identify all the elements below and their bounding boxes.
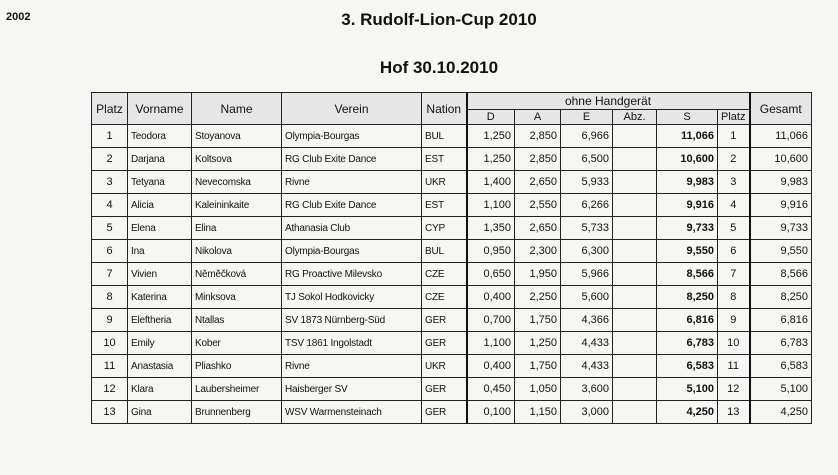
cell-abz <box>613 286 657 309</box>
cell-s: 6,583 <box>657 355 718 378</box>
cell-d: 0,650 <box>467 263 515 286</box>
cell-d: 0,400 <box>467 286 515 309</box>
cell-e: 4,366 <box>561 309 613 332</box>
cell-verein: RG Proactive Milevsko <box>282 263 422 286</box>
cell-name: Minksova <box>192 286 282 309</box>
cell-platz: 12 <box>92 378 128 401</box>
cell-gesamt: 9,733 <box>750 217 812 240</box>
table-row <box>92 171 812 194</box>
cell-name: Něměčková <box>192 263 282 286</box>
cell-abz <box>613 332 657 355</box>
cell-e: 4,433 <box>561 332 613 355</box>
cell-abz <box>613 378 657 401</box>
cell-name: Laubersheimer <box>192 378 282 401</box>
cell-a: 1,150 <box>515 401 561 424</box>
cell-abz <box>613 125 657 148</box>
cell-gesamt: 6,816 <box>750 309 812 332</box>
cell-nation: EST <box>422 148 467 171</box>
header-verein: Verein <box>282 93 422 125</box>
cell-s: 9,983 <box>657 171 718 194</box>
cell-abz <box>613 355 657 378</box>
cell-platz: 11 <box>92 355 128 378</box>
table-row <box>92 148 812 171</box>
cell-vorname: Klara <box>128 378 192 401</box>
header-s: S <box>657 110 718 125</box>
table-row <box>92 263 812 286</box>
cell-s: 10,600 <box>657 148 718 171</box>
cell-abz <box>613 194 657 217</box>
cell-nation: CZE <box>422 263 467 286</box>
table-row <box>92 194 812 217</box>
cell-platz2: 1 <box>718 125 750 148</box>
table-row <box>92 286 812 309</box>
cell-verein: Athanasia Club <box>282 217 422 240</box>
cell-s: 8,250 <box>657 286 718 309</box>
table-header <box>92 93 812 125</box>
cell-platz: 4 <box>92 194 128 217</box>
document-title: 3. Rudolf-Lion-Cup 2010 <box>341 10 537 29</box>
cell-vorname: Elena <box>128 217 192 240</box>
cell-e: 5,600 <box>561 286 613 309</box>
cell-d: 0,950 <box>467 240 515 263</box>
cell-s: 9,916 <box>657 194 718 217</box>
cell-platz2: 2 <box>718 148 750 171</box>
table-row <box>92 401 812 424</box>
cell-verein: Haisberger SV <box>282 378 422 401</box>
cell-verein: Rivne <box>282 355 422 378</box>
cell-vorname: Anastasia <box>128 355 192 378</box>
header-gesamt: Gesamt <box>750 93 812 125</box>
cell-verein: TJ Sokol Hodkovicky <box>282 286 422 309</box>
cell-vorname: Gina <box>128 401 192 424</box>
cell-abz <box>613 263 657 286</box>
cell-verein: Olympia-Bourgas <box>282 125 422 148</box>
cell-s: 6,816 <box>657 309 718 332</box>
cell-name: Pliashko <box>192 355 282 378</box>
cell-abz <box>613 148 657 171</box>
cell-platz2: 5 <box>718 217 750 240</box>
cell-d: 1,350 <box>467 217 515 240</box>
header-nation: Nation <box>422 93 467 125</box>
cell-d: 1,250 <box>467 125 515 148</box>
cell-gesamt: 9,916 <box>750 194 812 217</box>
cell-nation: GER <box>422 309 467 332</box>
cell-name: Nevecomska <box>192 171 282 194</box>
cell-platz: 10 <box>92 332 128 355</box>
table-body <box>92 125 812 424</box>
cell-nation: CZE <box>422 286 467 309</box>
header-a: A <box>515 110 561 125</box>
cell-a: 1,050 <box>515 378 561 401</box>
cell-vorname: Darjana <box>128 148 192 171</box>
cell-vorname: Katerina <box>128 286 192 309</box>
cell-platz2: 8 <box>718 286 750 309</box>
cell-e: 3,600 <box>561 378 613 401</box>
cell-platz2: 7 <box>718 263 750 286</box>
table-row <box>92 378 812 401</box>
cell-a: 1,250 <box>515 332 561 355</box>
cell-a: 2,300 <box>515 240 561 263</box>
cell-d: 0,100 <box>467 401 515 424</box>
cell-e: 5,966 <box>561 263 613 286</box>
cell-name: Elina <box>192 217 282 240</box>
cell-platz2: 6 <box>718 240 750 263</box>
cell-verein: RG Club Exite Dance <box>282 148 422 171</box>
cell-nation: UKR <box>422 171 467 194</box>
cell-nation: CYP <box>422 217 467 240</box>
cell-verein: Rivne <box>282 171 422 194</box>
cell-nation: BUL <box>422 240 467 263</box>
cell-platz: 7 <box>92 263 128 286</box>
cell-d: 1,250 <box>467 148 515 171</box>
table-row <box>92 355 812 378</box>
cell-gesamt: 5,100 <box>750 378 812 401</box>
table-row <box>92 125 812 148</box>
cell-name: Ntallas <box>192 309 282 332</box>
cell-gesamt: 9,983 <box>750 171 812 194</box>
cell-nation: GER <box>422 378 467 401</box>
cell-e: 5,933 <box>561 171 613 194</box>
header-platz-apparatus: Platz <box>718 110 750 125</box>
cell-s: 9,550 <box>657 240 718 263</box>
cell-platz2: 12 <box>718 378 750 401</box>
cell-a: 1,750 <box>515 355 561 378</box>
cell-verein: Olympia-Bourgas <box>282 240 422 263</box>
results-table <box>91 92 812 424</box>
cell-gesamt: 10,600 <box>750 148 812 171</box>
cell-vorname: Vivien <box>128 263 192 286</box>
cell-verein: RG Club Exite Dance <box>282 194 422 217</box>
cell-name: Stoyanova <box>192 125 282 148</box>
cell-gesamt: 6,783 <box>750 332 812 355</box>
cell-platz: 3 <box>92 171 128 194</box>
header-group-ohne-handgeraet: ohne Handgerät <box>467 93 750 110</box>
cell-nation: GER <box>422 332 467 355</box>
cell-nation: EST <box>422 194 467 217</box>
cell-e: 6,500 <box>561 148 613 171</box>
cell-e: 3,000 <box>561 401 613 424</box>
cell-platz: 9 <box>92 309 128 332</box>
header-d: D <box>467 110 515 125</box>
cell-platz: 2 <box>92 148 128 171</box>
cell-platz2: 9 <box>718 309 750 332</box>
cell-a: 1,950 <box>515 263 561 286</box>
cell-platz2: 4 <box>718 194 750 217</box>
cell-gesamt: 9,550 <box>750 240 812 263</box>
cell-s: 11,066 <box>657 125 718 148</box>
cell-gesamt: 8,566 <box>750 263 812 286</box>
cell-name: Koltsova <box>192 148 282 171</box>
cell-d: 0,700 <box>467 309 515 332</box>
cell-platz: 8 <box>92 286 128 309</box>
header-vorname: Vorname <box>128 93 192 125</box>
cell-name: Kober <box>192 332 282 355</box>
cell-e: 4,433 <box>561 355 613 378</box>
header-name: Name <box>192 93 282 125</box>
cell-verein: SV 1873 Nürnberg-Süd <box>282 309 422 332</box>
cell-abz <box>613 240 657 263</box>
cell-a: 2,850 <box>515 125 561 148</box>
cell-gesamt: 4,250 <box>750 401 812 424</box>
cell-vorname: Alicia <box>128 194 192 217</box>
cell-a: 2,850 <box>515 148 561 171</box>
cell-a: 2,650 <box>515 217 561 240</box>
cell-vorname: Eleftheria <box>128 309 192 332</box>
table-row <box>92 309 812 332</box>
cell-vorname: Emily <box>128 332 192 355</box>
cell-platz: 13 <box>92 401 128 424</box>
cell-s: 4,250 <box>657 401 718 424</box>
document-subtitle: Hof 30.10.2010 <box>379 58 499 77</box>
cell-abz <box>613 309 657 332</box>
cell-nation: GER <box>422 401 467 424</box>
cell-vorname: Tetyana <box>128 171 192 194</box>
cell-gesamt: 6,583 <box>750 355 812 378</box>
cell-s: 9,733 <box>657 217 718 240</box>
cell-platz: 1 <box>92 125 128 148</box>
table-row <box>92 332 812 355</box>
cell-e: 5,733 <box>561 217 613 240</box>
cell-abz <box>613 171 657 194</box>
cell-s: 5,100 <box>657 378 718 401</box>
cell-platz2: 11 <box>718 355 750 378</box>
cell-name: Kaleininkaite <box>192 194 282 217</box>
cell-s: 8,566 <box>657 263 718 286</box>
table-row <box>92 240 812 263</box>
cell-d: 1,100 <box>467 332 515 355</box>
cell-verein: WSV Warmensteinach <box>282 401 422 424</box>
cell-vorname: Ina <box>128 240 192 263</box>
cell-e: 6,266 <box>561 194 613 217</box>
cell-s: 6,783 <box>657 332 718 355</box>
cell-abz <box>613 401 657 424</box>
cell-abz <box>613 217 657 240</box>
cell-d: 0,450 <box>467 378 515 401</box>
cell-nation: UKR <box>422 355 467 378</box>
cell-nation: BUL <box>422 125 467 148</box>
cell-e: 6,300 <box>561 240 613 263</box>
cell-platz: 5 <box>92 217 128 240</box>
cell-gesamt: 11,066 <box>750 125 812 148</box>
cell-e: 6,966 <box>561 125 613 148</box>
cell-d: 0,400 <box>467 355 515 378</box>
cell-a: 2,650 <box>515 171 561 194</box>
cell-platz2: 13 <box>718 401 750 424</box>
cell-a: 2,250 <box>515 286 561 309</box>
cell-verein: TSV 1861 Ingolstadt <box>282 332 422 355</box>
cell-a: 2,550 <box>515 194 561 217</box>
header-abz: Abz. <box>613 110 657 125</box>
page-number: 2002 <box>6 11 31 23</box>
cell-vorname: Teodora <box>128 125 192 148</box>
header-e: E <box>561 110 613 125</box>
cell-name: Brunnenberg <box>192 401 282 424</box>
cell-platz2: 3 <box>718 171 750 194</box>
header-platz: Platz <box>92 93 128 125</box>
cell-d: 1,100 <box>467 194 515 217</box>
cell-a: 1,750 <box>515 309 561 332</box>
cell-name: Nikolova <box>192 240 282 263</box>
cell-gesamt: 8,250 <box>750 286 812 309</box>
cell-platz2: 10 <box>718 332 750 355</box>
cell-d: 1,400 <box>467 171 515 194</box>
cell-platz: 6 <box>92 240 128 263</box>
table-row <box>92 217 812 240</box>
